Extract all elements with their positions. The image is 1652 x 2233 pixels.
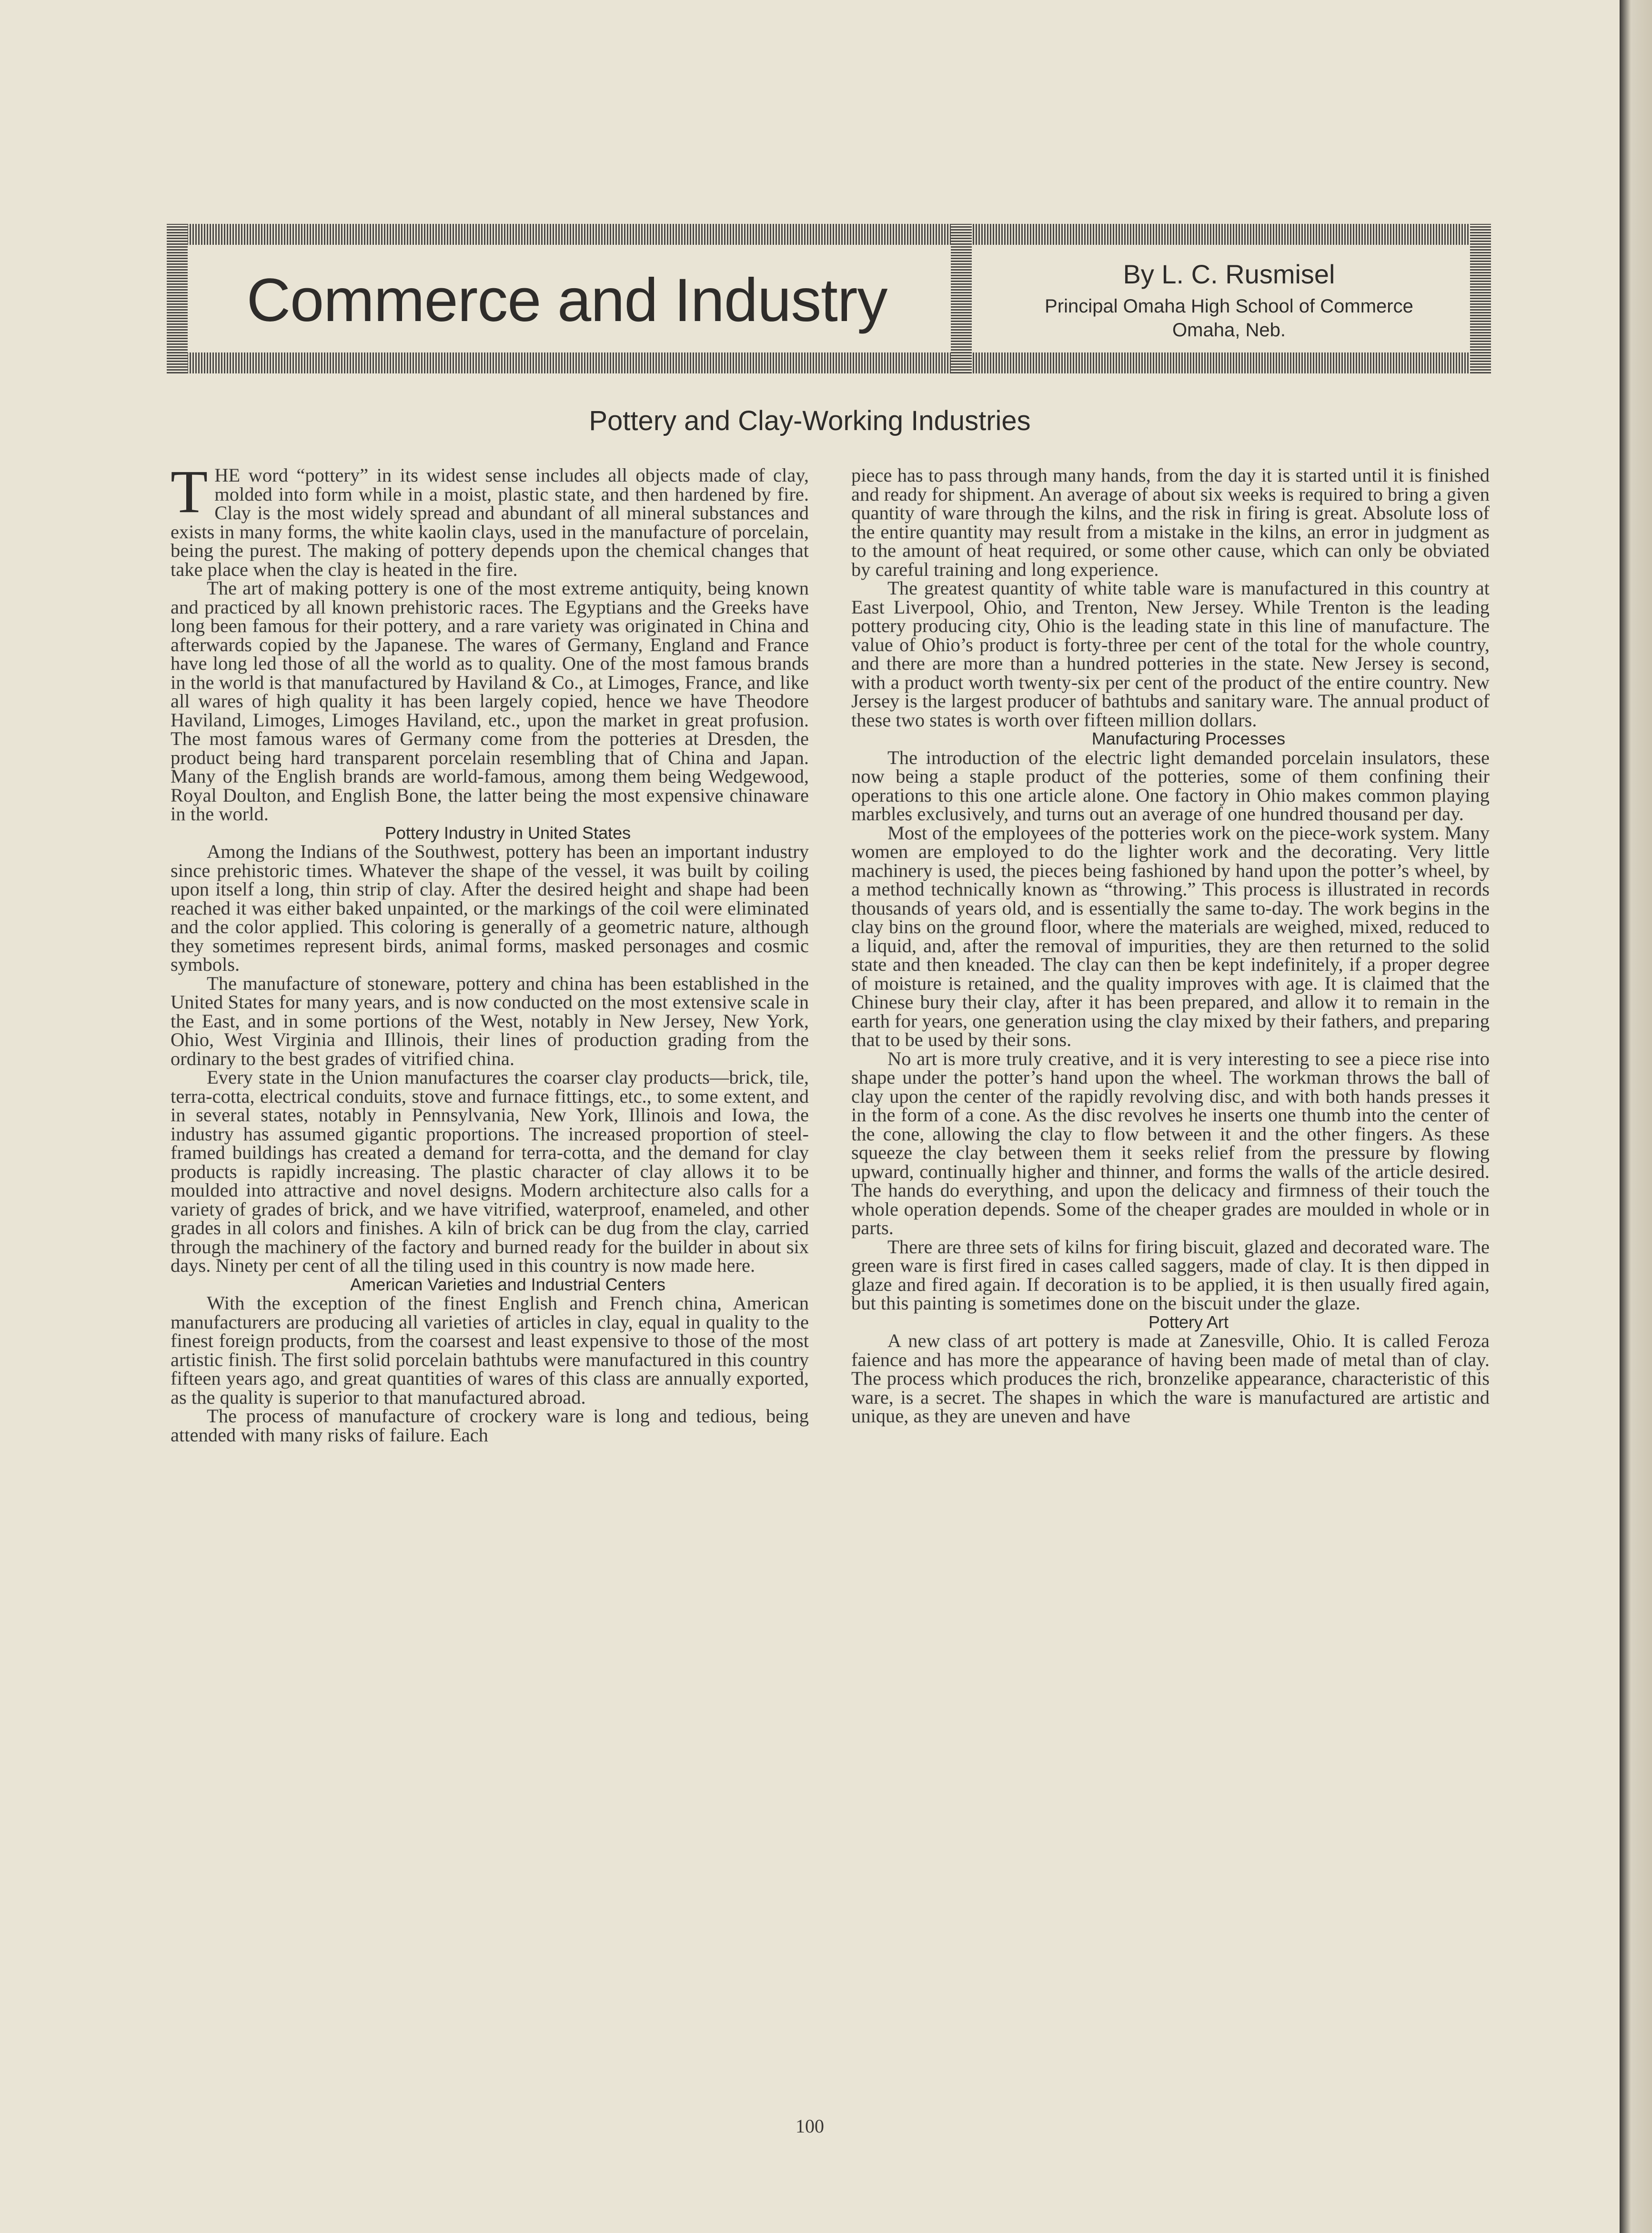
paragraph: piece has to pass through many hands, from the day it is started until it is finished and ready for shipment. An average of about six weeks is required to bring a given quantity of ware through the kilns, and the risk in firing is great. Absolute loss of the entire quantity may result from a mistake in the kilns, an error in judgment as to the amount of heat required, or some other cause, which can only be obviated by careful training and long experience. — [851, 464, 1490, 580]
border-right — [1470, 224, 1491, 373]
author-title: Principal Omaha High School of Commerce — [1045, 295, 1413, 317]
border-left — [167, 224, 188, 373]
next-page-edge — [1620, 0, 1652, 2233]
author-location: Omaha, Neb. — [1172, 319, 1286, 341]
paragraph: The art of making pottery is one of the most extreme antiquity, being known and practiced by all known prehistoric races. The Egyptians and the Greeks have long been famous for their pottery, and a rare variety was originated in China and afterwards copied by the Japanese. The wares of Germany, England and France have long led those of all the world as to quality. One of the most famous brands in the world is that manufactured by Haviland & Co., at Limoges, France, and like all wares of high quality it has been largely copied, hence we have Theodore Haviland, Limoges, Limoges Haviland, etc., upon the market in great profusion. The most famous wares of Germany come from the potteries at Dresden, the product being hard transparent porcelain resembling that of China and Japan. Many of the English brands are world-famous, among them being Wedgewood, Royal Doulton, and English Bone, the latter being the most expensive chinaware in the world. — [171, 577, 809, 825]
paragraph: The introduction of the electric light demanded porcelain insulators, these now being a staple product of the potteries, some of them confining their operations to this one article alone. One factory in Ohio makes common playing marbles exclusively, and turns out an average of one hundred thousand per day. — [851, 746, 1490, 825]
author-box — [991, 248, 1467, 352]
border-bottom — [167, 352, 1491, 373]
paragraph — [171, 458, 809, 580]
paragraph: The process of manufacture of crockery ware is long and tedious, being attended with many risks of failure. Each — [171, 1405, 809, 1446]
paragraph: Among the Indians of the Southwest, pottery has been an important industry since prehistoric times. Whatever the shape of the vessel, it was built by coiling upon itself a long, thin strip of clay. After the desired height and shape had been reached it was either baked unpainted, or the markings of the coil were eliminated and the color applied. This coloring is generally of a geometric nature, although they sometimes represent birds, animal forms, masked personages and cosmic symbols. — [171, 841, 809, 975]
drop-cap: T — [171, 458, 208, 525]
page-number: 100 — [796, 2115, 824, 2137]
paragraph: There are three sets of kilns for firing biscuit, glazed and decorated ware. The green ware is first fired in cases called saggers, made of clay. It is then dipped in glaze and fired again. If decoration is to be applied, it is then usually fired again, but this painting is sometimes done on the biscuit under the glaze. — [851, 1236, 1490, 1314]
subheading: American Varieties and Industrial Centers — [350, 1274, 665, 1294]
author-name: By L. C. Rusmisel — [1123, 259, 1335, 289]
border-top — [167, 224, 1491, 245]
paragraph: The greatest quantity of white table ware is manufactured in this country at East Liverpool, Ohio, and Trenton, New Jersey. While Trenton is the leading pottery producing city, Ohio is the leading state in this line of manufacture. The value of Ohio’s product is forty-three per cent of the total for the whole country, and there are more than a hundred potteries in the state. New Jersey is second, with a product worth twenty-six per cent of the product of the entire country. New Jersey is the largest producer of bathtubs and sanitary ware. The annual product of these two states is worth over fifteen million dollars. — [851, 577, 1490, 731]
right-column — [851, 466, 1490, 1426]
subheading: Manufacturing Processes — [1091, 729, 1286, 748]
border-divider — [951, 224, 972, 373]
subheading: Pottery Industry in United States — [384, 823, 631, 843]
section-title: Commerce and Industry — [246, 266, 887, 334]
paragraph: The manufacture of stoneware, pottery and china has been established in the United States for many years, and is now conducted on the most extensive scale in the East, and in some portions of the West, notably in New Jersey, New York, Ohio, West Virginia and Illinois, their lines of production grading from the ordinary to the best grades of vitrified china. — [171, 972, 809, 1069]
paragraph: Every state in the Union manufactures the coarser clay products—brick, tile, terra-cotta, electrical conduits, stove and furnace fittings, etc., to some extent, and in several states, notably in Pennsylvania, New York, Illinois and Iowa, the industry has assumed gigantic proportions. The increased proportion of steel-framed buildings has created a demand for terra-cotta, and the demand for clay products is rapidly increasing. The plastic character of clay allows it to be moulded into attractive and novel designs. Modern architecture also calls for a variety of grades of brick, and we have vitrified, waterproof, enameled, and other grades in all colors and finishes. A kiln of brick can be dug from the clay, carried through the machinery of the factory and burned ready for the builder in about six days. Ninety per cent of all the tiling used in this country is now made here. — [171, 1066, 809, 1276]
subheading: Pottery Art — [1148, 1312, 1229, 1332]
paragraph: A new class of art pottery is made at Zanesville, Ohio. It is called Feroza faience and has more the appearance of having been made of metal than of clay. The process which produces the rich, bronzelike appearance, characteristic of this ware, is a secret. The shapes in which the ware is manufactured are artistic and unique, as they are uneven and have — [851, 1330, 1490, 1427]
paragraph: With the exception of the finest English and French china, American manufacturers are producing all varieties of articles in clay, equal in quality to the finest foreign products, from the coarsest and least expensive to those of the most artistic finish. The first solid porcelain bathtubs were manufactured in this country fifteen years ago, and great quantities of wares of this class are annually exported, as the quality is superior to that manufactured abroad. — [171, 1292, 809, 1408]
left-column — [171, 458, 809, 1446]
title-box — [186, 248, 948, 352]
paragraph-text: HE word “pottery” in its widest sense includes all objects made of clay, molded into form while in a moist, plastic state, and then hardened by fire. Clay is the most widely spread and abundant of all mineral substances and exists in many forms, the white kaolin clays, used in the manufacture of porcelain, being the purest. The making of pottery depends upon the chemical changes that take place when the clay is heated in the fire. — [171, 464, 809, 580]
paragraph: No art is more truly creative, and it is very interesting to see a piece rise into shape under the potter’s hand upon the wheel. The workman throws the ball of clay upon the center of the rapidly revolving disc, and with both hands presses it in the form of a cone. As the disc revolves he inserts one thumb into the center of the cone, allowing the clay to flow between it and the other fingers. As these squeeze the clay between them it seeks relief from the pressure by flowing upward, continually higher and thinner, and forms the walls of the article desired. The hands do everything, and upon the delicacy and firmness of their touch the whole operation depends. Some of the cheaper grades are moulded in whole or in parts. — [851, 1047, 1490, 1238]
paragraph: Most of the employees of the potteries work on the piece-work system. Many women are employed to do the lighter work and the decorating. Very little machinery is used, the pieces being fashioned by hand upon the potter’s wheel, by a method technically known as “throwing.” This process is illustrated in records thousands of years old, and is essentially the same to-day. The work begins in the clay bins on the ground floor, where the materials are weighed, mixed, reduced to a liquid, and, after the removal of impurities, they are then returned to the solid state and then kneaded. The clay can then be kept indefinitely, if a proper degree of moisture is retained, and the quality improves with age. It is claimed that the Chinese bury their clay, after it has been prepared, and allow it to remain in the earth for years, one generation using the clay mixed by their fathers, and preparing that to be used by their sons. — [851, 822, 1490, 1050]
article-title: Pottery and Clay-Working Industries — [589, 405, 1031, 436]
